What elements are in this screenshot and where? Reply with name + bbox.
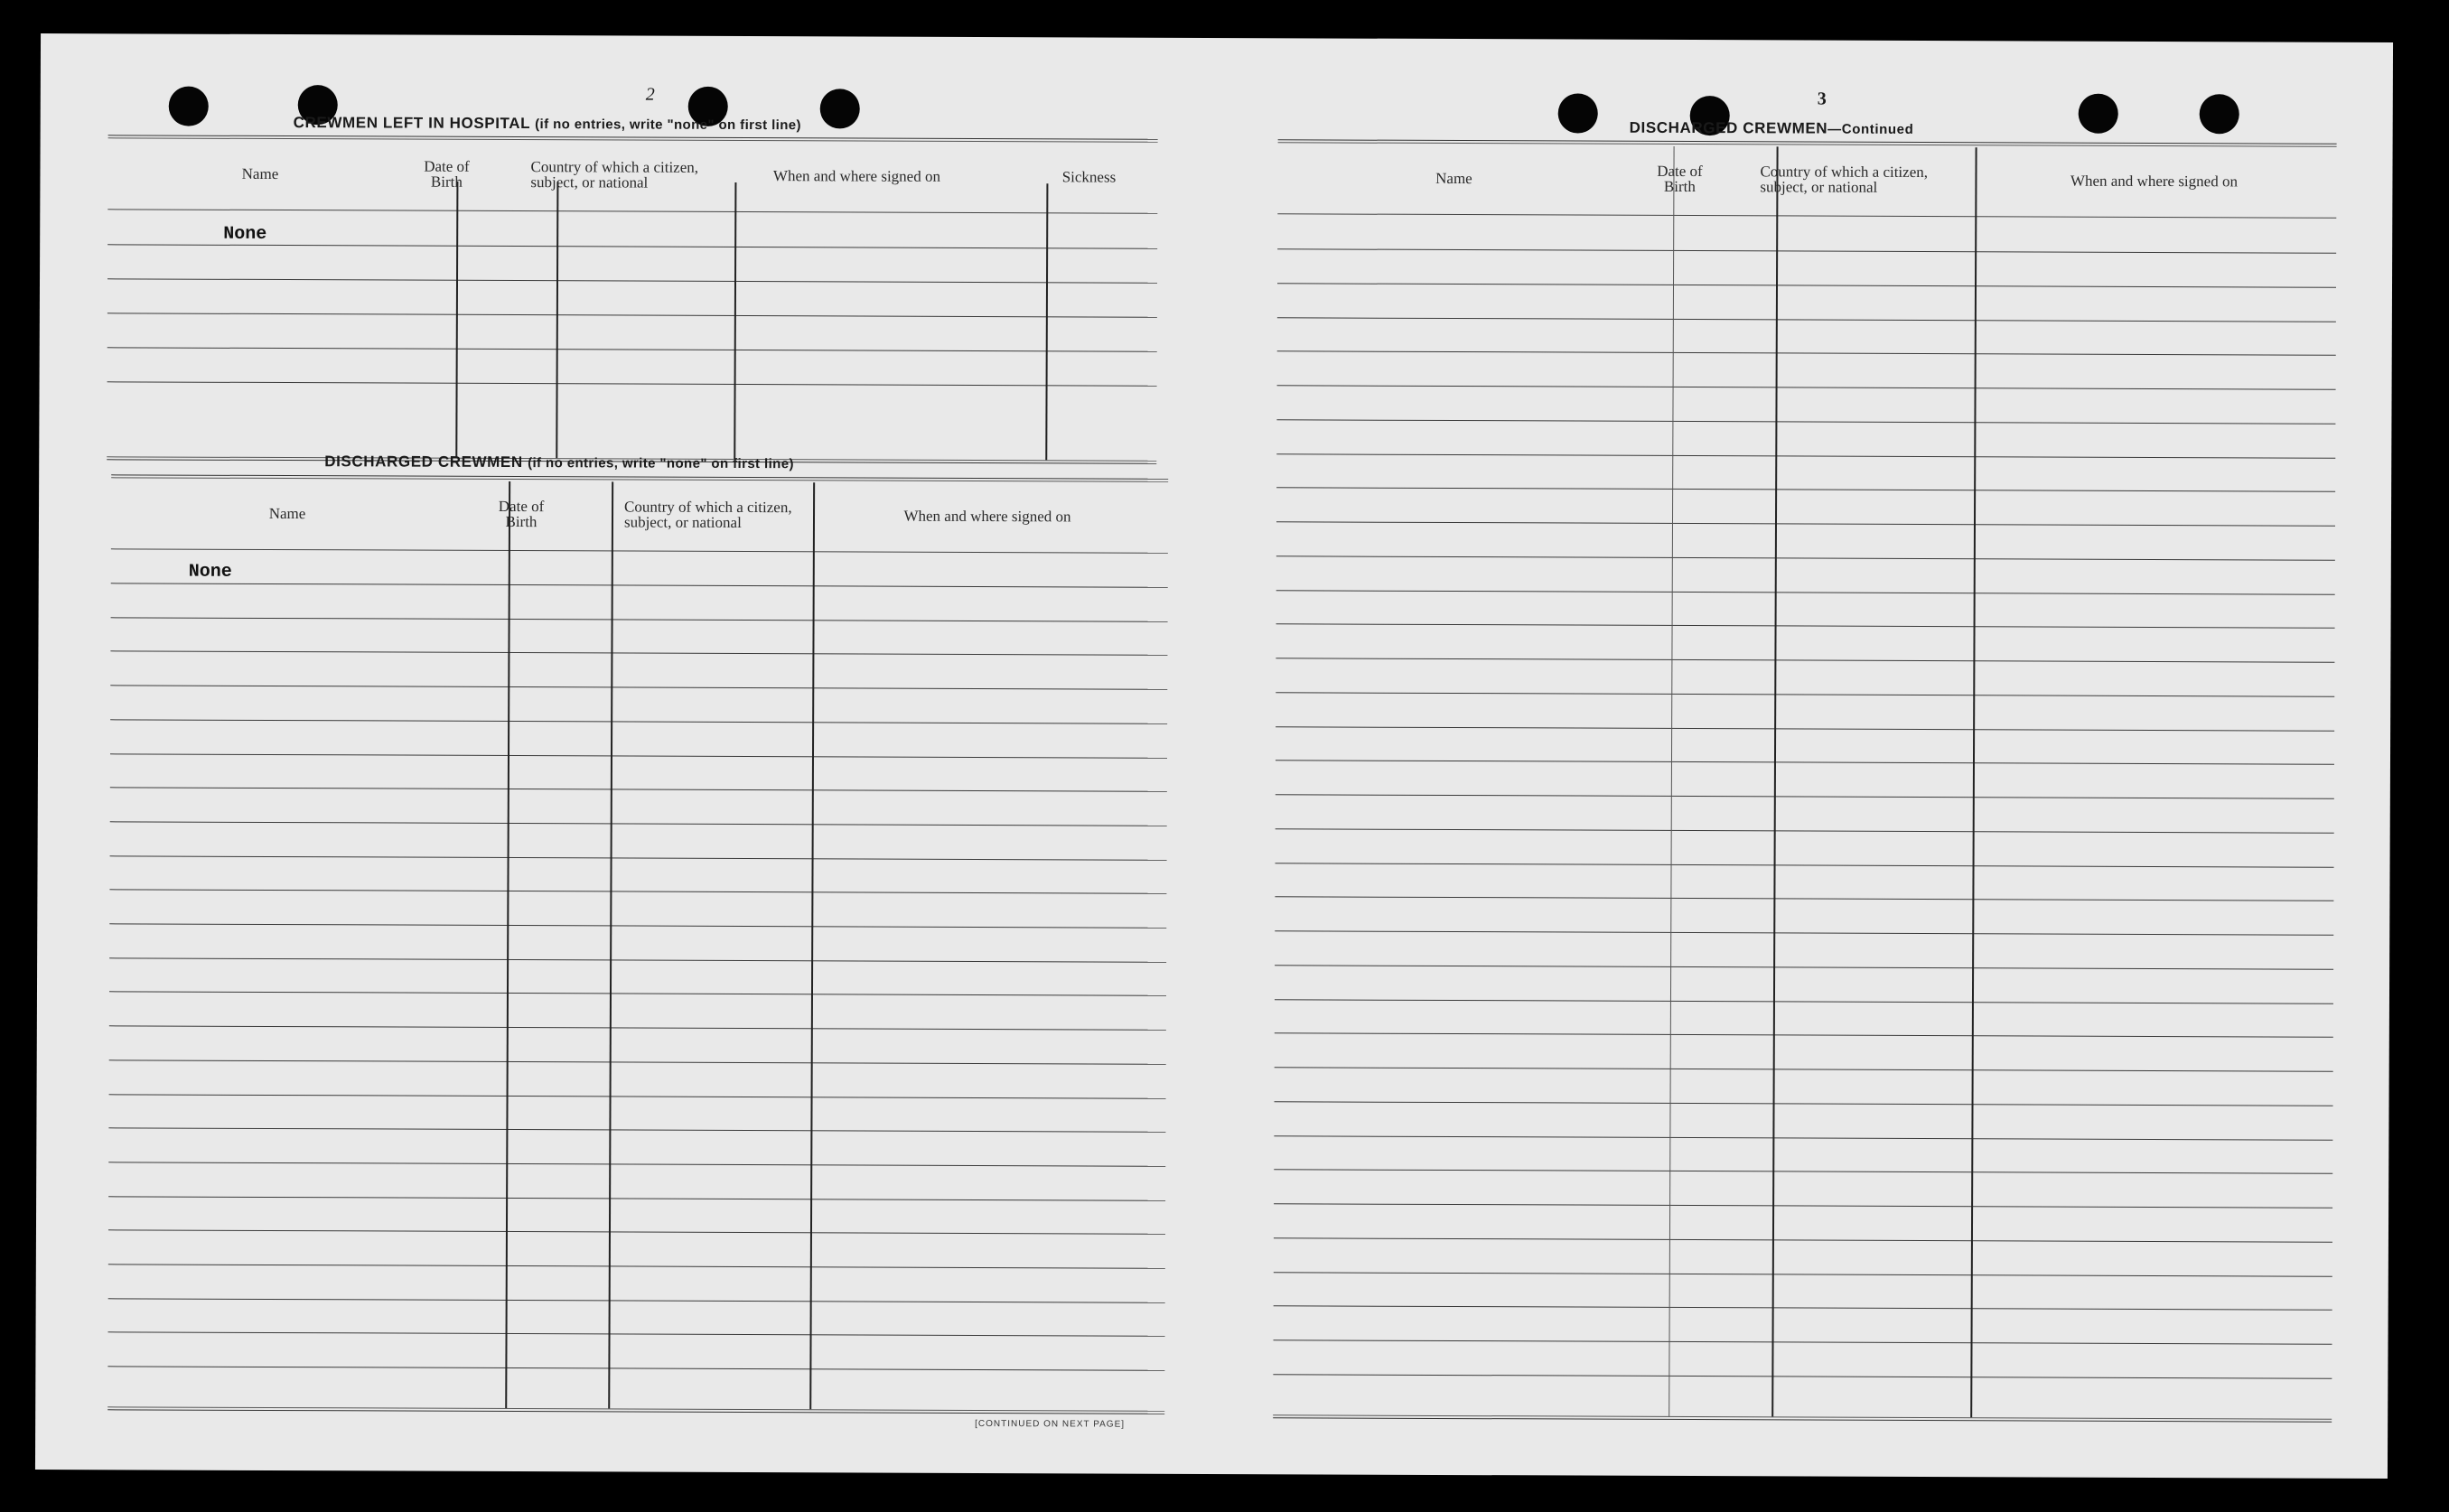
table-row <box>107 313 1157 317</box>
table-row <box>1275 1101 2333 1106</box>
discharged-entry-name: None <box>188 561 232 583</box>
col-header-date-of-birth: Date of Birth <box>1657 162 1703 196</box>
table-row <box>110 651 1167 656</box>
table-row <box>108 1264 1165 1268</box>
column-divider <box>455 182 458 458</box>
table-row <box>1275 965 2333 970</box>
hospital-entry-name: None <box>223 223 267 245</box>
table-row <box>1276 761 2334 766</box>
table-row <box>1275 999 2333 1004</box>
table-row <box>1277 283 2336 288</box>
col-header-date-of-birth: Date of Birth <box>498 497 545 531</box>
table-row <box>110 753 1167 758</box>
col-header-signed-on: When and where signed on <box>2070 172 2239 190</box>
col-header-country: Country of which a citizen, subject, or national <box>623 498 792 531</box>
table-row <box>1276 692 2334 697</box>
table-row <box>1275 1033 2333 1039</box>
punch-hole <box>820 89 860 128</box>
table-row <box>109 890 1166 894</box>
table-row <box>1274 1203 2332 1209</box>
table-row <box>109 957 1166 962</box>
discharged-instruction: (if no entries, write "none" on first line) <box>528 455 794 472</box>
hospital-instruction: (if no entries, write "none" on first line) <box>535 117 801 134</box>
col-header-country: Country of which a citizen, subject, or national <box>530 158 699 191</box>
table-row <box>107 347 1157 351</box>
table-row <box>1275 897 2333 902</box>
table-row <box>1277 317 2336 322</box>
table-row <box>1273 1374 2332 1379</box>
punch-hole <box>2079 94 2118 134</box>
header-bottom-rule <box>1277 213 2336 219</box>
table-row <box>109 1094 1166 1098</box>
column-divider <box>734 182 736 459</box>
page-number-left: 2 <box>645 84 655 105</box>
table-row <box>108 1332 1165 1337</box>
col-header-name: Name <box>268 504 306 522</box>
continued-suffix: —Continued <box>1827 121 1914 137</box>
discharged-continued-title-text: DISCHARGED CREWMEN <box>1629 118 1828 137</box>
table-row <box>1274 1135 2332 1141</box>
punch-hole <box>169 87 209 126</box>
continued-note: [CONTINUED ON NEXT PAGE] <box>975 1418 1126 1430</box>
header-bottom-rule <box>111 548 1168 553</box>
table-bottom-rule <box>1273 1414 2332 1423</box>
table-bottom-rule <box>107 1406 1164 1414</box>
table-row <box>1276 555 2335 561</box>
column-divider <box>1668 146 1674 1416</box>
table-row <box>1276 590 2335 595</box>
table-row <box>1276 521 2335 527</box>
column-divider <box>608 481 613 1408</box>
table-row <box>107 278 1157 283</box>
table-row <box>1276 794 2334 799</box>
column-divider <box>809 482 815 1409</box>
table-row <box>110 821 1167 826</box>
discharged-continued-table <box>1273 139 2336 1425</box>
table-row <box>108 1230 1165 1235</box>
table-row <box>1274 1272 2332 1277</box>
column-divider <box>1045 183 1048 460</box>
table-row <box>109 992 1166 996</box>
table-row <box>1274 1339 2332 1345</box>
punch-hole <box>1558 93 1598 133</box>
table-row <box>110 787 1167 791</box>
table-row <box>110 685 1167 689</box>
table-row <box>109 923 1166 928</box>
table-row <box>109 1059 1166 1064</box>
table-row <box>108 1127 1165 1132</box>
table-row <box>1274 1306 2332 1311</box>
table-row <box>111 583 1168 587</box>
table-row <box>111 617 1168 621</box>
table-row <box>1276 658 2334 663</box>
page-number-right: 3 <box>1817 89 1827 109</box>
table-row <box>1275 930 2333 936</box>
table-row <box>1277 385 2336 390</box>
table-row <box>1276 419 2335 425</box>
hospital-table <box>107 135 1157 463</box>
col-header-signed-on: When and where signed on <box>772 166 941 185</box>
table-row <box>108 1196 1165 1200</box>
column-divider <box>505 481 510 1408</box>
table-row <box>1276 726 2334 732</box>
hospital-section-title <box>294 114 801 134</box>
document-sheet <box>35 33 2393 1479</box>
table-row <box>110 719 1167 723</box>
table-row <box>110 855 1167 860</box>
table-row <box>1275 1067 2333 1072</box>
column-divider <box>1771 146 1778 1416</box>
discharged-table <box>107 474 1168 1414</box>
table-row <box>1276 863 2334 868</box>
discharged-continued-title <box>1630 119 1914 138</box>
discharged-title-text: DISCHARGED CREWMEN <box>324 453 523 471</box>
punch-hole <box>2200 94 2239 134</box>
column-divider <box>556 182 558 458</box>
col-header-signed-on: When and where signed on <box>903 507 1071 525</box>
hospital-title-text: CREWMEN LEFT IN HOSPITAL <box>293 114 530 133</box>
table-row <box>1274 1170 2332 1175</box>
table-row <box>108 1162 1165 1166</box>
col-header-name: Name <box>241 164 279 182</box>
col-header-country: Country of which a citizen, subject, or national <box>1760 163 1929 196</box>
column-divider <box>1970 147 1977 1417</box>
table-row <box>108 1298 1165 1302</box>
table-row <box>109 1025 1166 1030</box>
table-row <box>107 1366 1164 1370</box>
col-header-name: Name <box>1435 169 1472 187</box>
table-row <box>1276 453 2335 459</box>
discharged-section-title <box>324 453 794 472</box>
table-row <box>1277 351 2336 357</box>
table-row <box>1276 828 2334 834</box>
table-row <box>1277 248 2336 254</box>
table-row <box>1274 1237 2332 1243</box>
table-row <box>107 244 1157 248</box>
table-row <box>1276 624 2335 630</box>
col-header-date-of-birth: Date of Birth <box>424 157 470 191</box>
header-bottom-rule <box>107 209 1157 213</box>
table-row <box>1276 488 2335 493</box>
table-row <box>107 381 1157 386</box>
col-header-sickness: Sickness <box>1061 167 1117 186</box>
